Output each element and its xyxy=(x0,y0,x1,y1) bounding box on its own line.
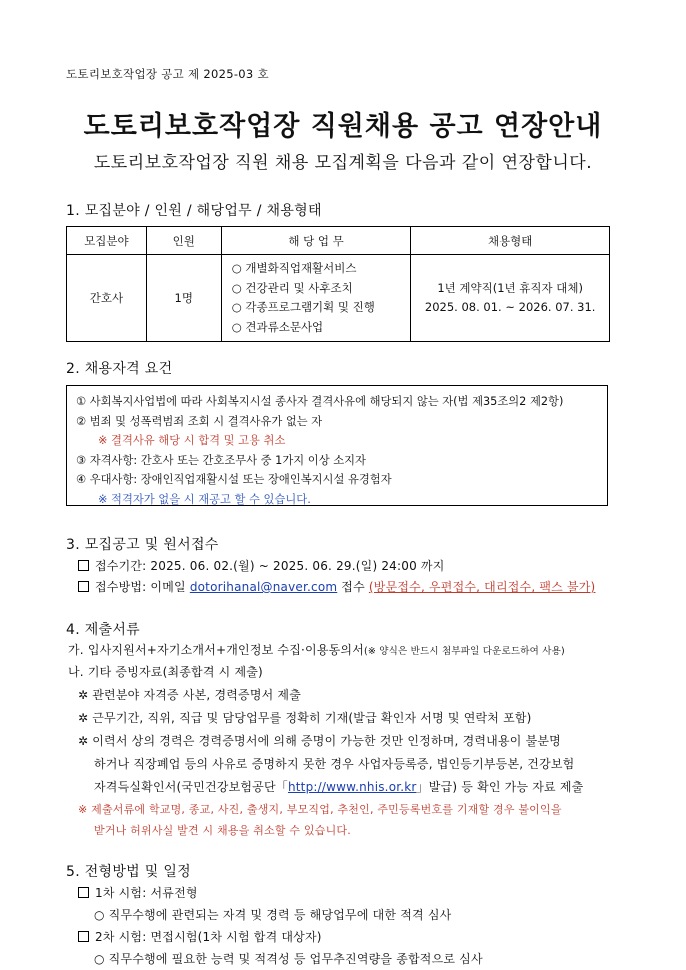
checkbox-square-icon xyxy=(78,560,89,571)
document-subitem-cont xyxy=(94,778,583,795)
selection-first-text: 1차 시험: 서류전형 xyxy=(95,886,198,900)
selection-first xyxy=(78,884,198,901)
document-subitem xyxy=(78,686,301,703)
recruit-table xyxy=(66,226,610,342)
warning-line: ※ 제출서류에 학교명, 종교, 사진, 출생지, 부모직업, 추천인, 주민등록번호를 기재할 경우 불이익을 xyxy=(78,803,562,816)
duty-item: ○ 각종프로그램기획 및 진행 xyxy=(231,300,375,314)
nhis-link[interactable]: http://www.nhis.or.kr xyxy=(287,780,417,794)
duty-item: ○ 건강관리 및 사후조치 xyxy=(231,280,353,295)
method-note: (방문접수, 우편접수, 대리접수, 팩스 불가) xyxy=(368,580,596,594)
document-subitem-cont: 하거나 직장폐업 등의 사유로 증명하지 못한 경우 사업자등록증, 법인등기부등본, 건강보험 xyxy=(94,757,575,771)
checkbox-square-icon xyxy=(78,931,89,942)
section-2-heading: 2. 채용자격 요건 xyxy=(66,361,173,377)
qualification-item: ④ 우대사항: 장애인직업재활시설 또는 장애인복지시설 유경험자 xyxy=(76,473,392,486)
checkbox-square-icon xyxy=(78,887,89,898)
section-5-heading: 5. 전형방법 및 일정 xyxy=(66,864,191,880)
table-header-cell: 모집분야 xyxy=(67,227,147,255)
asterisk-icon: ✲ xyxy=(78,734,89,748)
qualification-note: ※ 적격자가 없을 시 재공고 할 수 있습니다. xyxy=(98,492,311,506)
section-4-heading: 4. 제출서류 xyxy=(66,622,141,638)
hire-period: 2025. 08. 01. ~ 2026. 07. 31. xyxy=(424,300,596,314)
count-cell: 1명 xyxy=(146,255,221,342)
warning-line: 받거나 허위사실 발견 시 채용을 취소할 수 있습니다. xyxy=(94,824,351,837)
table-row xyxy=(67,255,610,342)
table-header-cell: 인원 xyxy=(146,227,221,255)
document-subitem xyxy=(78,709,532,726)
checkbox-square-icon xyxy=(78,581,89,592)
hire-type-cell xyxy=(411,255,610,342)
qualification-item: ③ 자격사항: 간호사 또는 간호조무사 중 1가지 이상 소지자 xyxy=(76,453,366,467)
duty-item: ○ 견과류소문사업 xyxy=(231,319,324,334)
hire-type: 1년 계약직(1년 휴직자 대체) xyxy=(437,281,583,295)
document-item-b: 나. 기타 증빙자료(최종합격 시 제출) xyxy=(68,665,263,679)
asterisk-icon: ✲ xyxy=(78,688,89,702)
selection-first-desc: ○ 직무수행에 관련되는 자격 및 경력 등 해당업무에 대한 적격 심사 xyxy=(94,908,452,922)
field-cell: 간호사 xyxy=(67,255,147,342)
table-header-cell: 해 당 업 무 xyxy=(221,227,411,255)
document-subitem-text: 관련분야 자격증 사본, 경력증명서 제출 xyxy=(92,688,302,702)
qualification-note: ※ 결격사유 해당 시 합격 및 고용 취소 xyxy=(98,434,286,447)
application-method xyxy=(78,578,595,595)
method-suffix: 접수 xyxy=(337,580,369,594)
document-subitem xyxy=(78,732,561,749)
page-subtitle: 도토리보호작업장 직원 채용 모집계획을 다음과 같이 연장합니다. xyxy=(93,153,593,173)
page-title: 도토리보호작업장 직원채용 공고 연장안내 xyxy=(83,111,603,142)
table-header-row xyxy=(67,227,610,255)
email-link[interactable]: dotorihanal@naver.com xyxy=(189,580,338,594)
duties-cell xyxy=(221,255,411,342)
qualification-box xyxy=(66,385,608,506)
document-a-text: 가. 입사지원서+자기소개서+개인정보 수집·이용동의서 xyxy=(68,643,364,657)
section-1-heading: 1. 모집분야 / 인원 / 해당업무 / 채용형태 xyxy=(66,203,322,219)
selection-second xyxy=(78,928,322,945)
document-a-note: (※ 양식은 반드시 첨부파일 다운로드하여 사용) xyxy=(364,646,565,657)
document-subitem-text: 근무기간, 직위, 직급 및 담당업무를 정확히 기재(발급 확인자 서명 및 연락처 포함) xyxy=(92,711,532,725)
selection-second-text: 2차 시험: 면접시험(1차 시험 합격 대상자) xyxy=(95,930,322,944)
nhis-text-pre: 자격득실확인서(국민건강보험공단「 xyxy=(94,780,288,794)
method-prefix: 접수방법: 이메일 xyxy=(95,580,190,594)
document-item-a xyxy=(68,641,565,658)
section-3-heading: 3. 모집공고 및 원서접수 xyxy=(66,537,219,553)
asterisk-icon: ✲ xyxy=(78,711,89,725)
application-period-text: 접수기간: 2025. 06. 02.(월) ~ 2025. 06. 29.(일) 24:00 까지 xyxy=(95,559,445,573)
application-period xyxy=(78,557,445,574)
nhis-text-post: 」발급) 등 확인 가능 자료 제출 xyxy=(416,780,584,794)
table-header-cell: 채용형태 xyxy=(411,227,610,255)
notice-number: 도토리보호작업장 공고 제 2025-03 호 xyxy=(66,67,269,81)
qualification-item: ② 범죄 및 성폭력범죄 조회 시 결격사유가 없는 자 xyxy=(76,414,323,428)
selection-second-desc: ○ 직무수행에 필요한 능력 및 적격성 등 업무추진역량을 종합적으로 심사 xyxy=(94,952,483,966)
duty-item: ○ 개별화직업재활서비스 xyxy=(231,261,357,275)
qualification-item: ① 사회복지사업법에 따라 사회복지시설 종사자 결격사유에 해당되지 않는 자(법 제35조의2 제2항) xyxy=(76,395,564,408)
document-subitem-text: 이력서 상의 경력은 경력증명서에 의해 증명이 가능한 것만 인정하며, 경력내용이 불분명 xyxy=(92,734,561,748)
